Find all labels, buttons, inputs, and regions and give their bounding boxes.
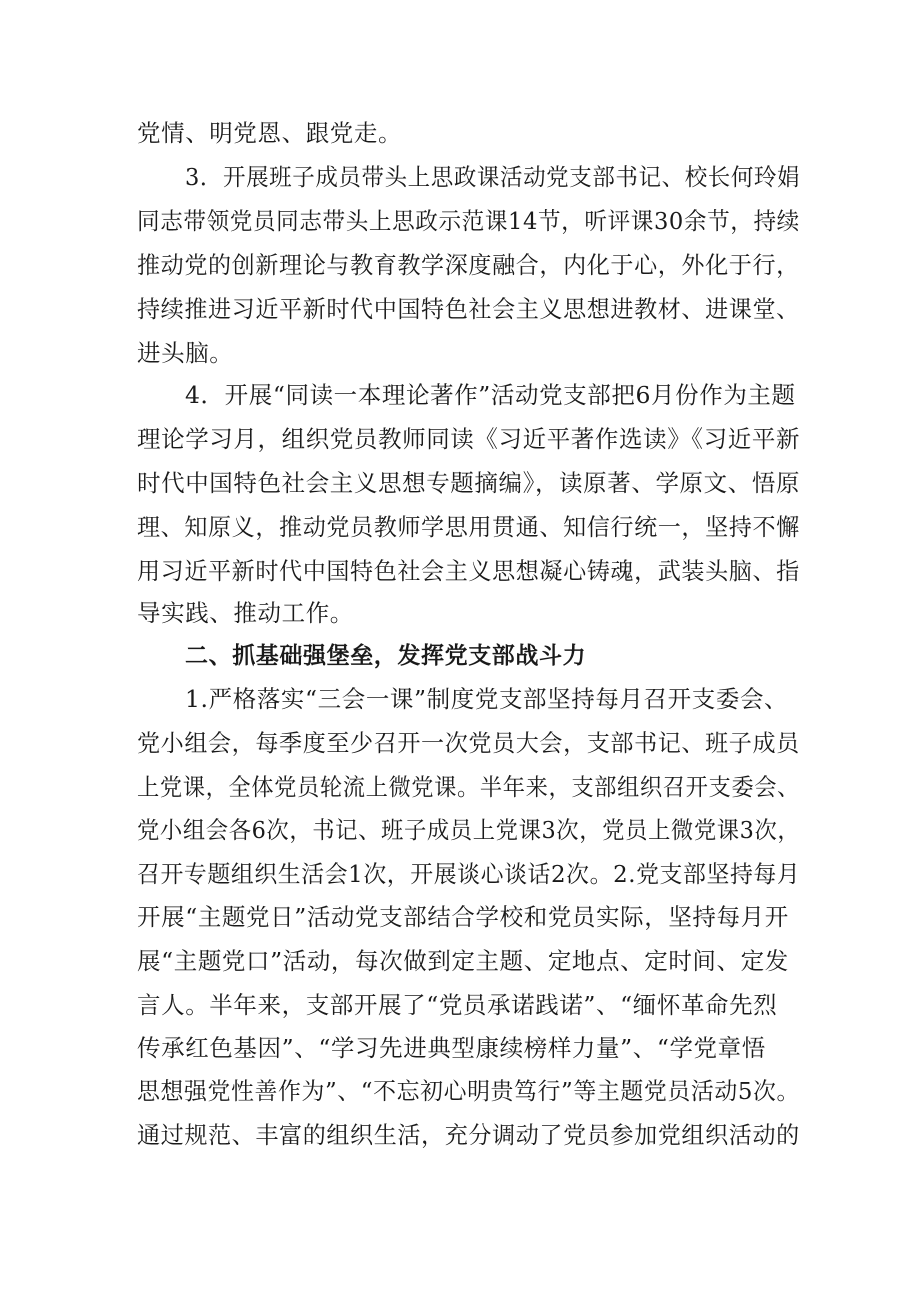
text-line: 用习近平新时代中国特色社会主义思想凝心铸魂，武装头脑、指 [137, 557, 800, 585]
text-line: 理论学习月，组织党员教师同读《习近平著作选读》《习近平新 [137, 425, 801, 453]
text-line: 通过规范、丰富的组织生活，充分调动了党员参加党组织活动的 [137, 1121, 800, 1149]
text-line: 推动党的创新理论与教育教学深度融合，内化于心，外化于行， [137, 251, 800, 279]
text-line: 4．开展“同读一本理论著作”活动党支部把6月份作为主题 [185, 381, 796, 409]
text-line: 召开专题组织生活会1次，开展谈心谈话2次。2.党支部坚持每月 [137, 860, 801, 888]
text-line: 展“主题党口”活动，每次做到定主题、定地点、定时间、定发 [137, 947, 789, 975]
text-line: 持续推进习近平新时代中国特色社会主义思想进教材、进课堂、 [137, 295, 800, 323]
text-line: 时代中国特色社会主义思想专题摘编》，读原著、学原文、悟原 [137, 469, 801, 497]
text-line: 理、知原义，推动党员教师学思用贯通、知信行统一，坚持不懈 [137, 513, 800, 541]
text-line: 1.严格落实“三会一课”制度党支部坚持每月召开支委会、 [185, 685, 789, 713]
text-line: 言人。半年来，支部开展了“党员承诺践诺”、“缅怀革命先烈 [137, 991, 778, 1019]
text-line: 同志带领党员同志带头上思政示范课14节，听评课30余节，持续 [137, 207, 800, 235]
text-line: 导实践、推动工作。 [137, 599, 354, 627]
text-line: 3．开展班子成员带头上思政课活动党支部书记、校长何玲娟 [185, 163, 801, 191]
text-line: 党情、明党恩、跟党走。 [137, 119, 403, 147]
text-line: 上党课，全体党员轮流上微党课。半年来，支部组织召开支委会、 [137, 773, 800, 801]
text-line: 思想强党性善作为”、“不忘初心明贵笃行”等主题党员活动5次。 [137, 1077, 800, 1105]
section-heading: 二、抓基础强堡垒，发挥党支部战斗力 [185, 643, 587, 669]
text-line: 党小组会，每季度至少召开一次党员大会，支部书记、班子成员 [137, 729, 800, 757]
text-line: 传承红色基因”、“学习先进典型康续榜样力量”、“学党章悟 [137, 1034, 766, 1062]
text-line: 党小组会各6次，书记、班子成员上党课3次，党员上微党课3次， [137, 816, 801, 844]
text-line: 进头脑。 [137, 339, 234, 367]
text-line: 开展“主题党日”活动党支部结合学校和党员实际，坚持每月开 [137, 903, 789, 931]
